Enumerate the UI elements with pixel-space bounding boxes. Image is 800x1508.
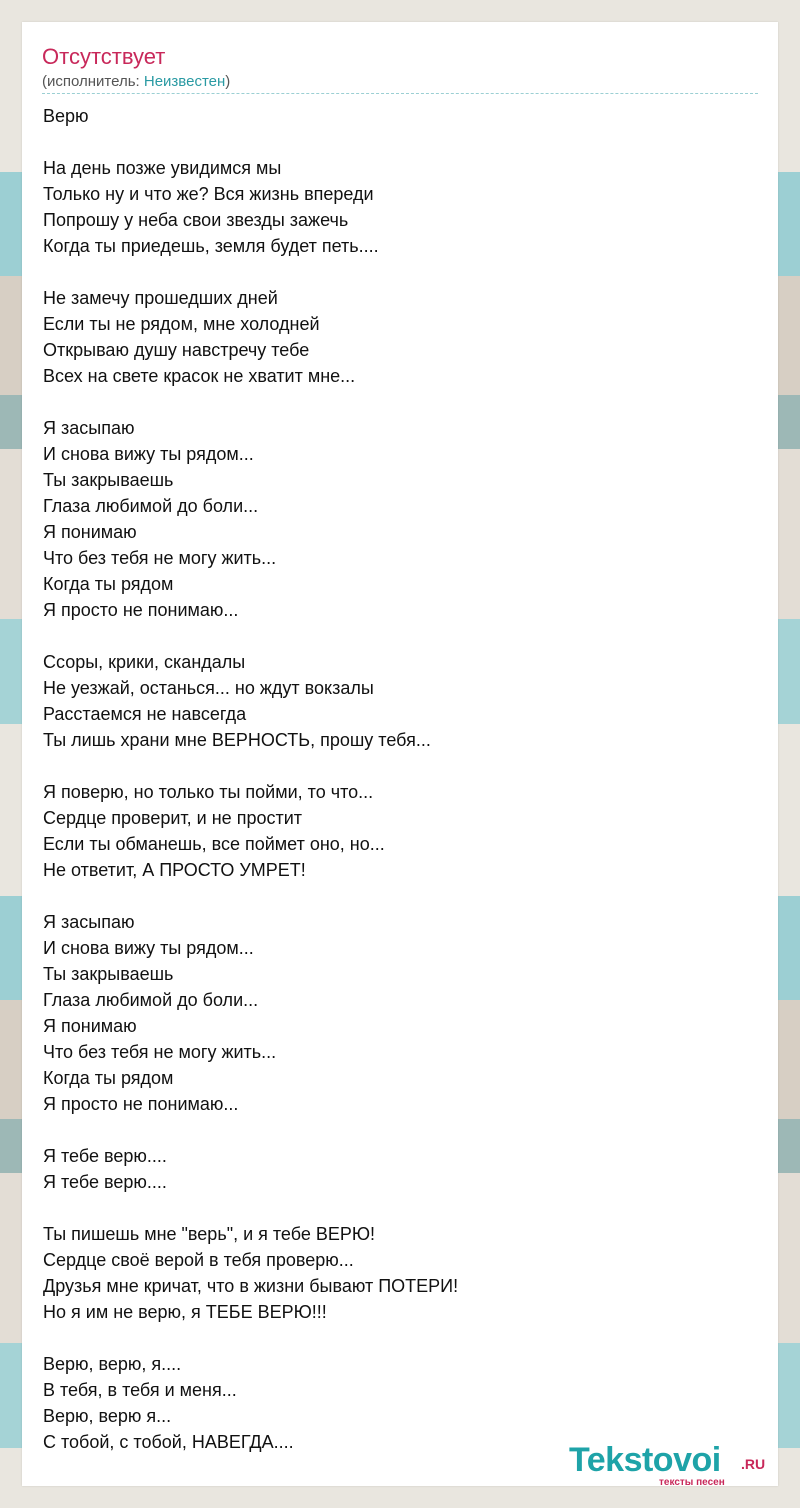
lyric-line: Когда ты рядом	[43, 574, 174, 594]
stanza-break	[43, 1195, 753, 1221]
lyric-line: Сердце проверит, и не простит	[43, 808, 303, 828]
lyrics-text	[43, 103, 753, 1455]
artist-link[interactable]: Неизвестен	[143, 73, 226, 90]
lyric-line: Я засыпаю	[43, 912, 135, 932]
lyric-line: Глаза любимой до боли...	[43, 496, 259, 516]
lyric-line: Я понимаю	[43, 522, 137, 542]
logo-domain: .RU	[741, 1456, 766, 1472]
stanza-break	[43, 129, 753, 155]
lyric-line: На день позже увидимся мы	[43, 158, 282, 178]
lyric-line: Не замечу прошедших дней	[43, 288, 278, 308]
lyric-line: Ты закрываешь	[43, 964, 174, 984]
lyric-line: Всех на свете красок не хватит мне...	[43, 366, 356, 386]
lyric-line: Я поверю, но только ты пойми, то что...	[43, 782, 374, 802]
lyric-line: Я засыпаю	[43, 418, 135, 438]
lyric-line: Ссоры, крики, скандалы	[43, 652, 246, 672]
lyric-line: Я тебе верю....	[43, 1172, 167, 1192]
lyric-line: Сердце своё верой в тебя проверю...	[43, 1250, 354, 1270]
lyric-line: Глаза любимой до боли...	[43, 990, 259, 1010]
lyric-line: Не уезжай, останься... но ждут вокзалы	[43, 678, 374, 698]
lyric-line: Расстаемся не навсегда	[43, 704, 247, 724]
lyric-line: С тобой, с тобой, НАВЕГДА....	[43, 1432, 294, 1452]
lyric-line: Друзья мне кричат, что в жизни бывают ПОТЕРИ!	[43, 1276, 459, 1296]
lyric-line: И снова вижу ты рядом...	[43, 938, 254, 958]
lyric-line: Ты закрываешь	[43, 470, 174, 490]
stanza-break	[43, 753, 753, 779]
lyric-line: Что без тебя не могу жить...	[43, 548, 277, 568]
song-title: Отсутствует	[42, 44, 166, 69]
stanza-break	[43, 259, 753, 285]
stanza-break	[43, 389, 753, 415]
stanza-break	[43, 1117, 753, 1143]
lyric-line: Не ответит, А ПРОСТО УМРЕТ!	[43, 860, 306, 880]
lyric-line: Только ну и что же? Вся жизнь впереди	[43, 184, 374, 204]
lyric-line: Я понимаю	[43, 1016, 137, 1036]
lyrics-card	[22, 22, 778, 1486]
lyric-line: Если ты не рядом, мне холодней	[43, 314, 320, 334]
stanza-break	[43, 1325, 753, 1351]
lyric-line: Если ты обманешь, все поймет оно, но...	[43, 834, 385, 854]
stanza-break	[43, 883, 753, 909]
lyric-line: Я просто не понимаю...	[43, 1094, 239, 1114]
lyric-line: Ты лишь храни мне ВЕРНОСТЬ, прошу тебя...	[43, 730, 431, 750]
logo-wordmark: Tekstovoi	[569, 1441, 721, 1479]
lyric-line: Верю	[43, 106, 89, 126]
lyric-line: Что без тебя не могу жить...	[43, 1042, 277, 1062]
lyric-line: Верю, верю, я....	[43, 1354, 182, 1374]
lyric-line: Но я им не верю, я ТЕБЕ ВЕРЮ!!!	[43, 1302, 327, 1322]
lyric-line: Когда ты рядом	[43, 1068, 174, 1088]
lyric-line: Попрошу у неба свои звезды зажечь	[43, 210, 349, 230]
lyric-line: Ты пишешь мне "верь", и я тебе ВЕРЮ!	[43, 1224, 376, 1244]
logo-tagline: тексты песен	[659, 1477, 725, 1488]
stanza-break	[43, 623, 753, 649]
lyric-line: Я тебе верю....	[43, 1146, 167, 1166]
artist-line	[42, 72, 758, 94]
lyric-line: И снова вижу ты рядом...	[43, 444, 254, 464]
site-logo[interactable]	[569, 1440, 779, 1486]
artist-prefix: (исполнитель:	[42, 73, 144, 90]
artist-suffix: )	[225, 73, 231, 90]
lyric-line: В тебя, в тебя и меня...	[43, 1380, 237, 1400]
lyric-line: Я просто не понимаю...	[43, 600, 239, 620]
lyric-line: Когда ты приедешь, земля будет петь....	[43, 236, 379, 256]
lyric-line: Верю, верю я...	[43, 1406, 172, 1426]
lyric-line: Открываю душу навстречу тебе	[43, 340, 310, 360]
